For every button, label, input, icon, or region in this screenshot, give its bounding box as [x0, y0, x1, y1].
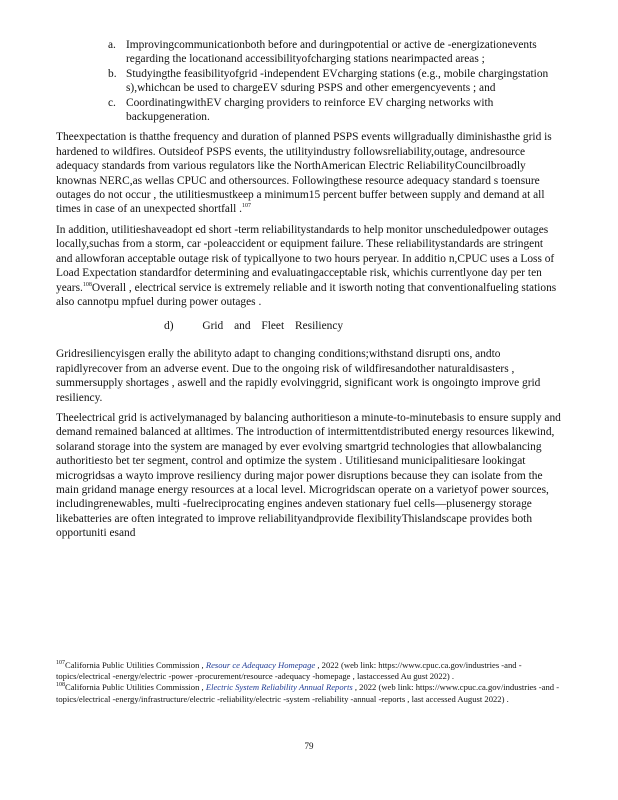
- footnote-number: 108: [56, 682, 65, 689]
- paragraph-text: Theelectrical grid is activelymanaged by balancing authoritieson a minute-to-minutebasis to ensure supply and demand remained balanced at alltimes. The introduction of intermittentdistributed energy resources likewind, solarand storage into the system are managed by ever evolving smartgrid technologies that allowbalancing authoritiesto bet ter segment, control and optimize the system . Utilitiesand municipalitiesare lookingat microgridsas a wayto improve resiliency during major power disruptions because they can isolate from the main gridand manage energy resources at a local level. Microgridscan operate on a varietyof power sources, includingrenewables, multi -fuelreciprocating engines andeven stationary fuel cells—plusenergy storage likebatteries are often integrated to improve reliabilityandprovide flexibilityThislandscape provides both opportuniti esand: [56, 411, 561, 540]
- footnotes: [56, 660, 562, 705]
- footnote-number: 107: [56, 660, 65, 667]
- paragraph-text-tail: Overall , electrical service is extremely reliable and it isworth noting that conventionalfueling stations also cannotpu mpfuel during power outages .: [56, 281, 557, 308]
- page-number: 79: [304, 741, 314, 751]
- list-item-text: Studyingthe feasibilityofgrid -independent EVcharging stations (e.g., mobile chargingstation s),whichcan be used to chargeEV sduring PSPS and other emergencyevents ; and: [126, 67, 549, 95]
- paragraph-reliability-standards: [56, 223, 562, 309]
- list-item-text: Improvingcommunicationboth before and duringpotential or active de -energizationevents regarding the locationand accessibilityofcharging stations nearimpacted areas ;: [126, 39, 537, 66]
- paragraph-grid-resiliency: [56, 347, 562, 405]
- paragraph-text: Gridresiliencyisgen erally the abilityto adapt to changing conditions;withstand disrupti ons, andto rapidlyrecover from an adverse event. Due to the ongoing risk of wildfiresandother naturaldisasters , summersupply shortages , aswell and the rapidly evolvinggrid, significant work is ongoingto improve grid resiliency.: [56, 348, 541, 404]
- footnote-link-title[interactable]: Electric System Reliability Annual Reports: [205, 682, 353, 693]
- footnote-reference[interactable]: 108: [82, 281, 92, 288]
- list-item: [108, 67, 562, 96]
- footnote-suffix: , 2022 (web link: https://www.cpuc.ca.gov/industries -and -topics/electrical -energy/electric -power -procurement/resource -adequacy -homepage , lastaccessed Au gust 2022) .: [56, 660, 522, 682]
- footnote-108: [56, 682, 562, 704]
- list-marker: a.: [108, 39, 116, 51]
- subheading-number: d): [164, 320, 174, 333]
- list-item: [108, 96, 562, 125]
- footnote-107: [56, 660, 562, 682]
- list-item-text: CoordinatingwithEV charging providers to reinforce EV charging networks with backupgeneration.: [126, 96, 494, 124]
- list-marker: b.: [108, 67, 117, 80]
- list-item: [108, 38, 562, 67]
- footnote-suffix: , 2022 (web link: https://www.cpuc.ca.gov/industries -and -topics/electrical -energy/infrastructure/electric -reliability/electric -system -reliability -annual -reports , last accessed August 2022) .: [56, 682, 560, 704]
- paragraph-expectation: [56, 130, 562, 216]
- footnote-prefix: California Public Utilities Commission ,: [65, 682, 206, 693]
- footnote-link-title[interactable]: Resour ce Adequacy Homepage: [205, 660, 316, 670]
- paragraph-electrical-grid: [56, 411, 562, 541]
- paragraph-text: In addition, utilitieshaveadopt ed short -term reliabilitystandards to help monitor unscheduledpower outages locally,suchas from a storm, car -poleaccident or equipment failure. These reliabilitystandards are stringent and allowforan acceptable outage risk of typicallyone to two hours peryear. In additio n,CPUC uses a Loss of Load Expectation standardfor determining and evaluatingacceptable risk, whichis currentlyone day per ten years.: [56, 223, 555, 294]
- footnote-prefix: California Public Utilities Commission ,: [65, 660, 206, 670]
- subheading-title: Grid and Fleet Resiliency: [202, 320, 344, 333]
- section-subheading: [56, 319, 562, 333]
- paragraph-text: Theexpectation is thatthe frequency and duration of planned PSPS events willgradually diminishasthe grid is hardened to wildfires. Outsideof PSPS events, the utilityindustry followsreliability,outage, andresource adequacy standards from various regulators like the NorthAmerican Electric ReliabilityCouncilbroadly knownas NERC,as wellas CPUC and othersources. Followingthese resource adequacy standard s toensure outages do not occur , the utilitiesmustkeep a minimum15 percent buffer between supply and demand at all times in case of an unexpected shortfall .: [56, 131, 552, 216]
- list-marker: c.: [108, 96, 116, 109]
- footnote-reference[interactable]: 107: [241, 203, 251, 210]
- recommendation-list: [56, 38, 562, 124]
